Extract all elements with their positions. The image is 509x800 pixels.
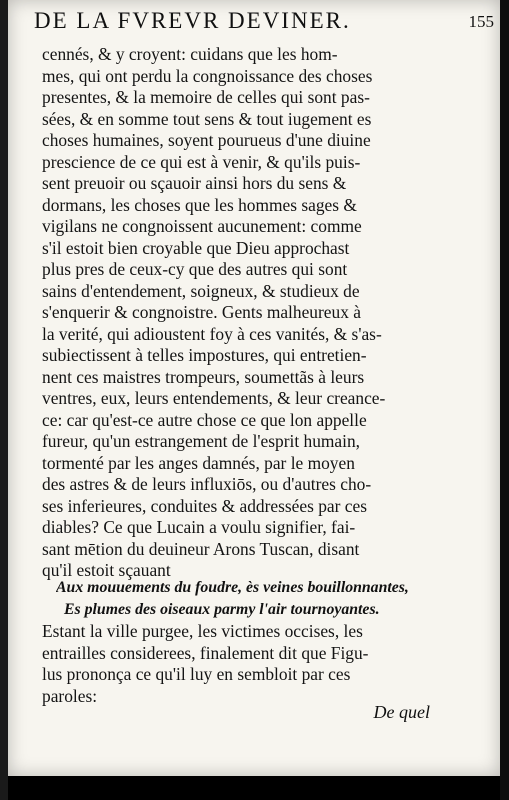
text-line: lus prononça ce qu'il luy en sembloit par ces: [42, 664, 351, 684]
text-line: sent preuoir ou sçauoir ainsi hors du sens &: [42, 173, 347, 193]
right-edge-shadow: [500, 0, 509, 800]
text-line: entrailles considerees, finalement dit que Figu-: [42, 642, 369, 663]
text-line: des astres & de leurs influxiōs, ou d'autres cho-: [42, 474, 372, 494]
text-line: Estant la ville purgee, les victimes occises, les: [42, 621, 363, 641]
text-line: dormans, les choses que les hommes sages &: [42, 194, 357, 215]
text-line: prescience de ce qui est à venir, & qu'ils puis-: [42, 151, 361, 172]
text-line: sant mētion du deuineur Arons Tuscan, disant: [42, 538, 360, 559]
text-line: tormenté par les anges damnés, par le moyen: [42, 452, 355, 473]
text-line: presentes, & la memoire de celles qui sont pas-: [42, 87, 370, 107]
main-text-block: [42, 44, 488, 582]
text-line: cennés, & y croyent: cuidans que les hom-: [42, 44, 338, 64]
text-line: ventres, eux, leurs entendements, & leur creance-: [42, 388, 386, 408]
text-line: plus pres de ceux-cy que des autres qui sont: [42, 259, 348, 279]
text-line: s'il estoit bien croyable que Dieu approchast: [42, 237, 350, 258]
catchword: De quel: [373, 702, 430, 722]
text-line: mes, qui ont perdu la congnoissance des choses: [42, 65, 373, 86]
text-line: fureur, qu'un estrangement de l'esprit humain,: [42, 431, 361, 451]
verse-line: Es plumes des oiseaux parmy l'air tournoyantes.: [64, 600, 380, 618]
paper-sheet: [8, 0, 500, 776]
text-line: diables? Ce que Lucain a voulu signifier, fai-: [42, 517, 356, 537]
text-line: vigilans ne congnoissent aucunement: comme: [42, 216, 362, 236]
text-line: choses humaines, soyent pourueus d'une diuine: [42, 130, 371, 150]
verse-quotation: [56, 577, 492, 620]
text-line: qu'il estoit sçauant: [42, 560, 171, 580]
text-line: sains d'entendement, soigneux, & studieux de: [42, 280, 360, 301]
page-header: [34, 6, 494, 40]
text-line: subiectissent à telles impostures, qui entretien-: [42, 345, 367, 365]
text-line: s'enquerir & congnoistre. Gents malheureux à: [42, 302, 361, 322]
text-line: sées, & en somme tout sens & tout iugement es: [42, 108, 372, 129]
text-line: paroles:: [42, 685, 98, 706]
page-number: 155: [468, 12, 494, 31]
closing-text-block: [42, 621, 488, 707]
running-head: DE LA FVREVR DEVINER.: [34, 8, 351, 33]
text-line: ce: car qu'est-ce autre chose ce que lon appelle: [42, 409, 367, 430]
text-line: ses inferieures, conduites & addressées par ces: [42, 495, 367, 516]
text-line: la verité, qui adioustent foy à ces vanités, & s'as-: [42, 323, 382, 344]
verse-line: Aux mouuements du foudre, ès veines bouillonnantes,: [56, 579, 409, 596]
text-line: nent ces maistres trompeurs, soumettãs à leurs: [42, 366, 365, 387]
binding-shadow: [0, 0, 8, 800]
